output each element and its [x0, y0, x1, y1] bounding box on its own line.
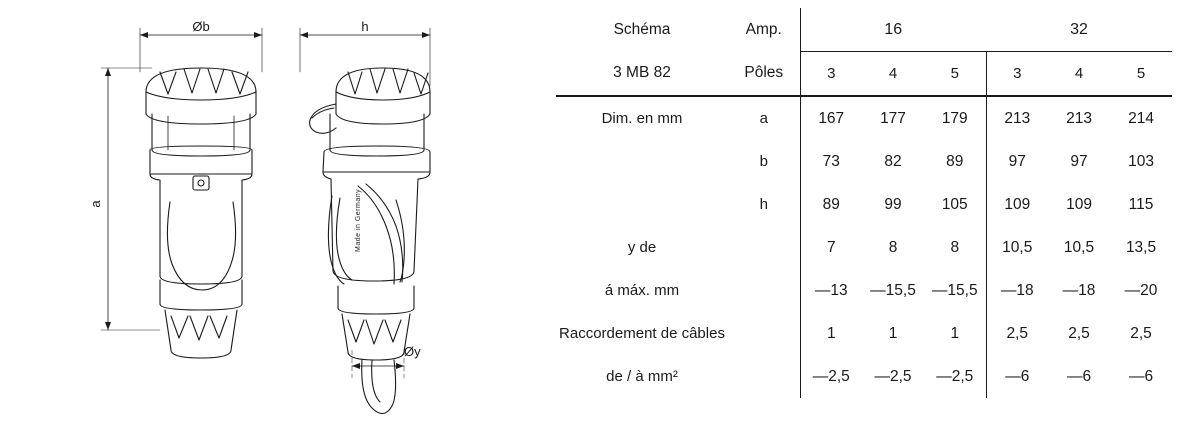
table-row [556, 226, 1172, 269]
cell-0-2: 179 [924, 96, 986, 140]
cell-5-1: 1 [888, 324, 898, 342]
amp-label: Amp. [728, 8, 800, 52]
row-label-6 [556, 355, 728, 398]
table-header-row-amp [556, 8, 1172, 52]
row-sub-6 [728, 355, 800, 398]
pole-16-3: 3 [800, 52, 862, 97]
cell-4-4: —18 [1062, 281, 1096, 299]
row-label-6-text: de / à mm² [606, 368, 678, 385]
dim-label-b: Øb [192, 19, 210, 34]
dim-label-h: h [361, 19, 369, 34]
schema-label-line1: Schéma [613, 20, 671, 38]
cell-1-4: 97 [1070, 152, 1088, 170]
row-sub-0: a [728, 96, 800, 140]
cell-3-1: 8 [888, 238, 898, 256]
cell-5-0: 1 [826, 324, 836, 342]
cell-2-1: 99 [884, 195, 902, 213]
table-row [556, 96, 1172, 140]
table-row [556, 355, 1172, 398]
cell-4-5: —20 [1124, 281, 1158, 299]
cell-6-3: —6 [1005, 367, 1030, 385]
cell-4-0: —13 [814, 281, 848, 299]
technical-drawing [0, 0, 540, 427]
cell-6-0: —2,5 [812, 367, 850, 385]
cell-6-1: —2,5 [874, 367, 912, 385]
poles-label: Pôles [728, 52, 800, 97]
pole-16-5: 5 [924, 52, 986, 97]
cell-6-2: —2,5 [924, 355, 986, 398]
cell-1-5: 103 [1128, 152, 1154, 170]
table-row [556, 140, 1172, 183]
pole-32-5: 5 [1110, 52, 1172, 97]
cell-3-4: 10,5 [1063, 238, 1095, 256]
row-label-5: Raccordement de câbles [559, 325, 725, 342]
cell-3-0: 7 [826, 238, 836, 256]
dim-label-a: a [88, 200, 103, 208]
cell-1-2: 89 [924, 140, 986, 183]
cell-5-3: 2,5 [1006, 324, 1029, 342]
cell-5-5: 2,5 [1130, 324, 1152, 342]
cell-2-5: 115 [1128, 195, 1154, 213]
cell-0-5: 214 [1128, 109, 1154, 127]
cell-1-1: 82 [884, 152, 902, 170]
table-row [556, 183, 1172, 226]
row-label-4: á máx. mm [604, 282, 680, 299]
cell-0-3: 213 [1004, 109, 1031, 127]
cell-1-3: 97 [1008, 152, 1026, 170]
pole-32-4: 4 [1048, 52, 1110, 97]
schema-label-line2: 3 MB 82 [556, 52, 728, 97]
row-label-0: Dim. en mm [601, 110, 683, 127]
cell-5-4: 2,5 [1068, 324, 1090, 342]
cell-4-3: —18 [1000, 281, 1034, 299]
cell-2-3: 109 [1004, 195, 1031, 213]
plug-drawing-svg [0, 0, 540, 427]
table-header-row-poles [556, 52, 1172, 97]
cell-2-2: 105 [924, 183, 986, 226]
row-sub-1: b [728, 140, 800, 183]
cell-4-1: —15,5 [870, 281, 916, 299]
row-sub-4 [728, 269, 800, 312]
drawing-body-text: Made in Germany [355, 188, 362, 252]
cell-6-5: —6 [1128, 367, 1154, 385]
row-label-1 [556, 140, 728, 183]
amp-group-16: 16 [800, 8, 986, 52]
row-label-2 [556, 183, 728, 226]
cell-6-4: —6 [1066, 367, 1092, 385]
dim-label-y: Øy [404, 344, 421, 359]
row-sub-2: h [728, 183, 800, 226]
cell-3-5: 13,5 [1125, 238, 1157, 256]
spec-table-wrap [556, 8, 1182, 418]
table-row [556, 269, 1172, 312]
pole-32-3: 3 [986, 52, 1048, 97]
cell-0-1: 177 [880, 109, 906, 127]
cell-2-0: 89 [822, 195, 840, 213]
cell-5-2: 1 [924, 312, 986, 355]
cell-3-3: 10,5 [1002, 238, 1033, 256]
cell-0-4: 213 [1066, 109, 1092, 127]
cell-1-0: 73 [822, 152, 840, 170]
row-sub-3 [728, 226, 800, 269]
cell-3-2: 8 [924, 226, 986, 269]
row-label-3: y de [627, 239, 657, 256]
cell-0-0: 167 [818, 109, 845, 127]
row-sub-5 [728, 312, 800, 355]
spec-table [556, 8, 1172, 398]
pole-16-4: 4 [862, 52, 924, 97]
cell-4-2: —15,5 [924, 269, 986, 312]
amp-group-32: 32 [986, 8, 1172, 52]
cell-2-4: 109 [1066, 195, 1092, 213]
table-row [556, 312, 1172, 355]
